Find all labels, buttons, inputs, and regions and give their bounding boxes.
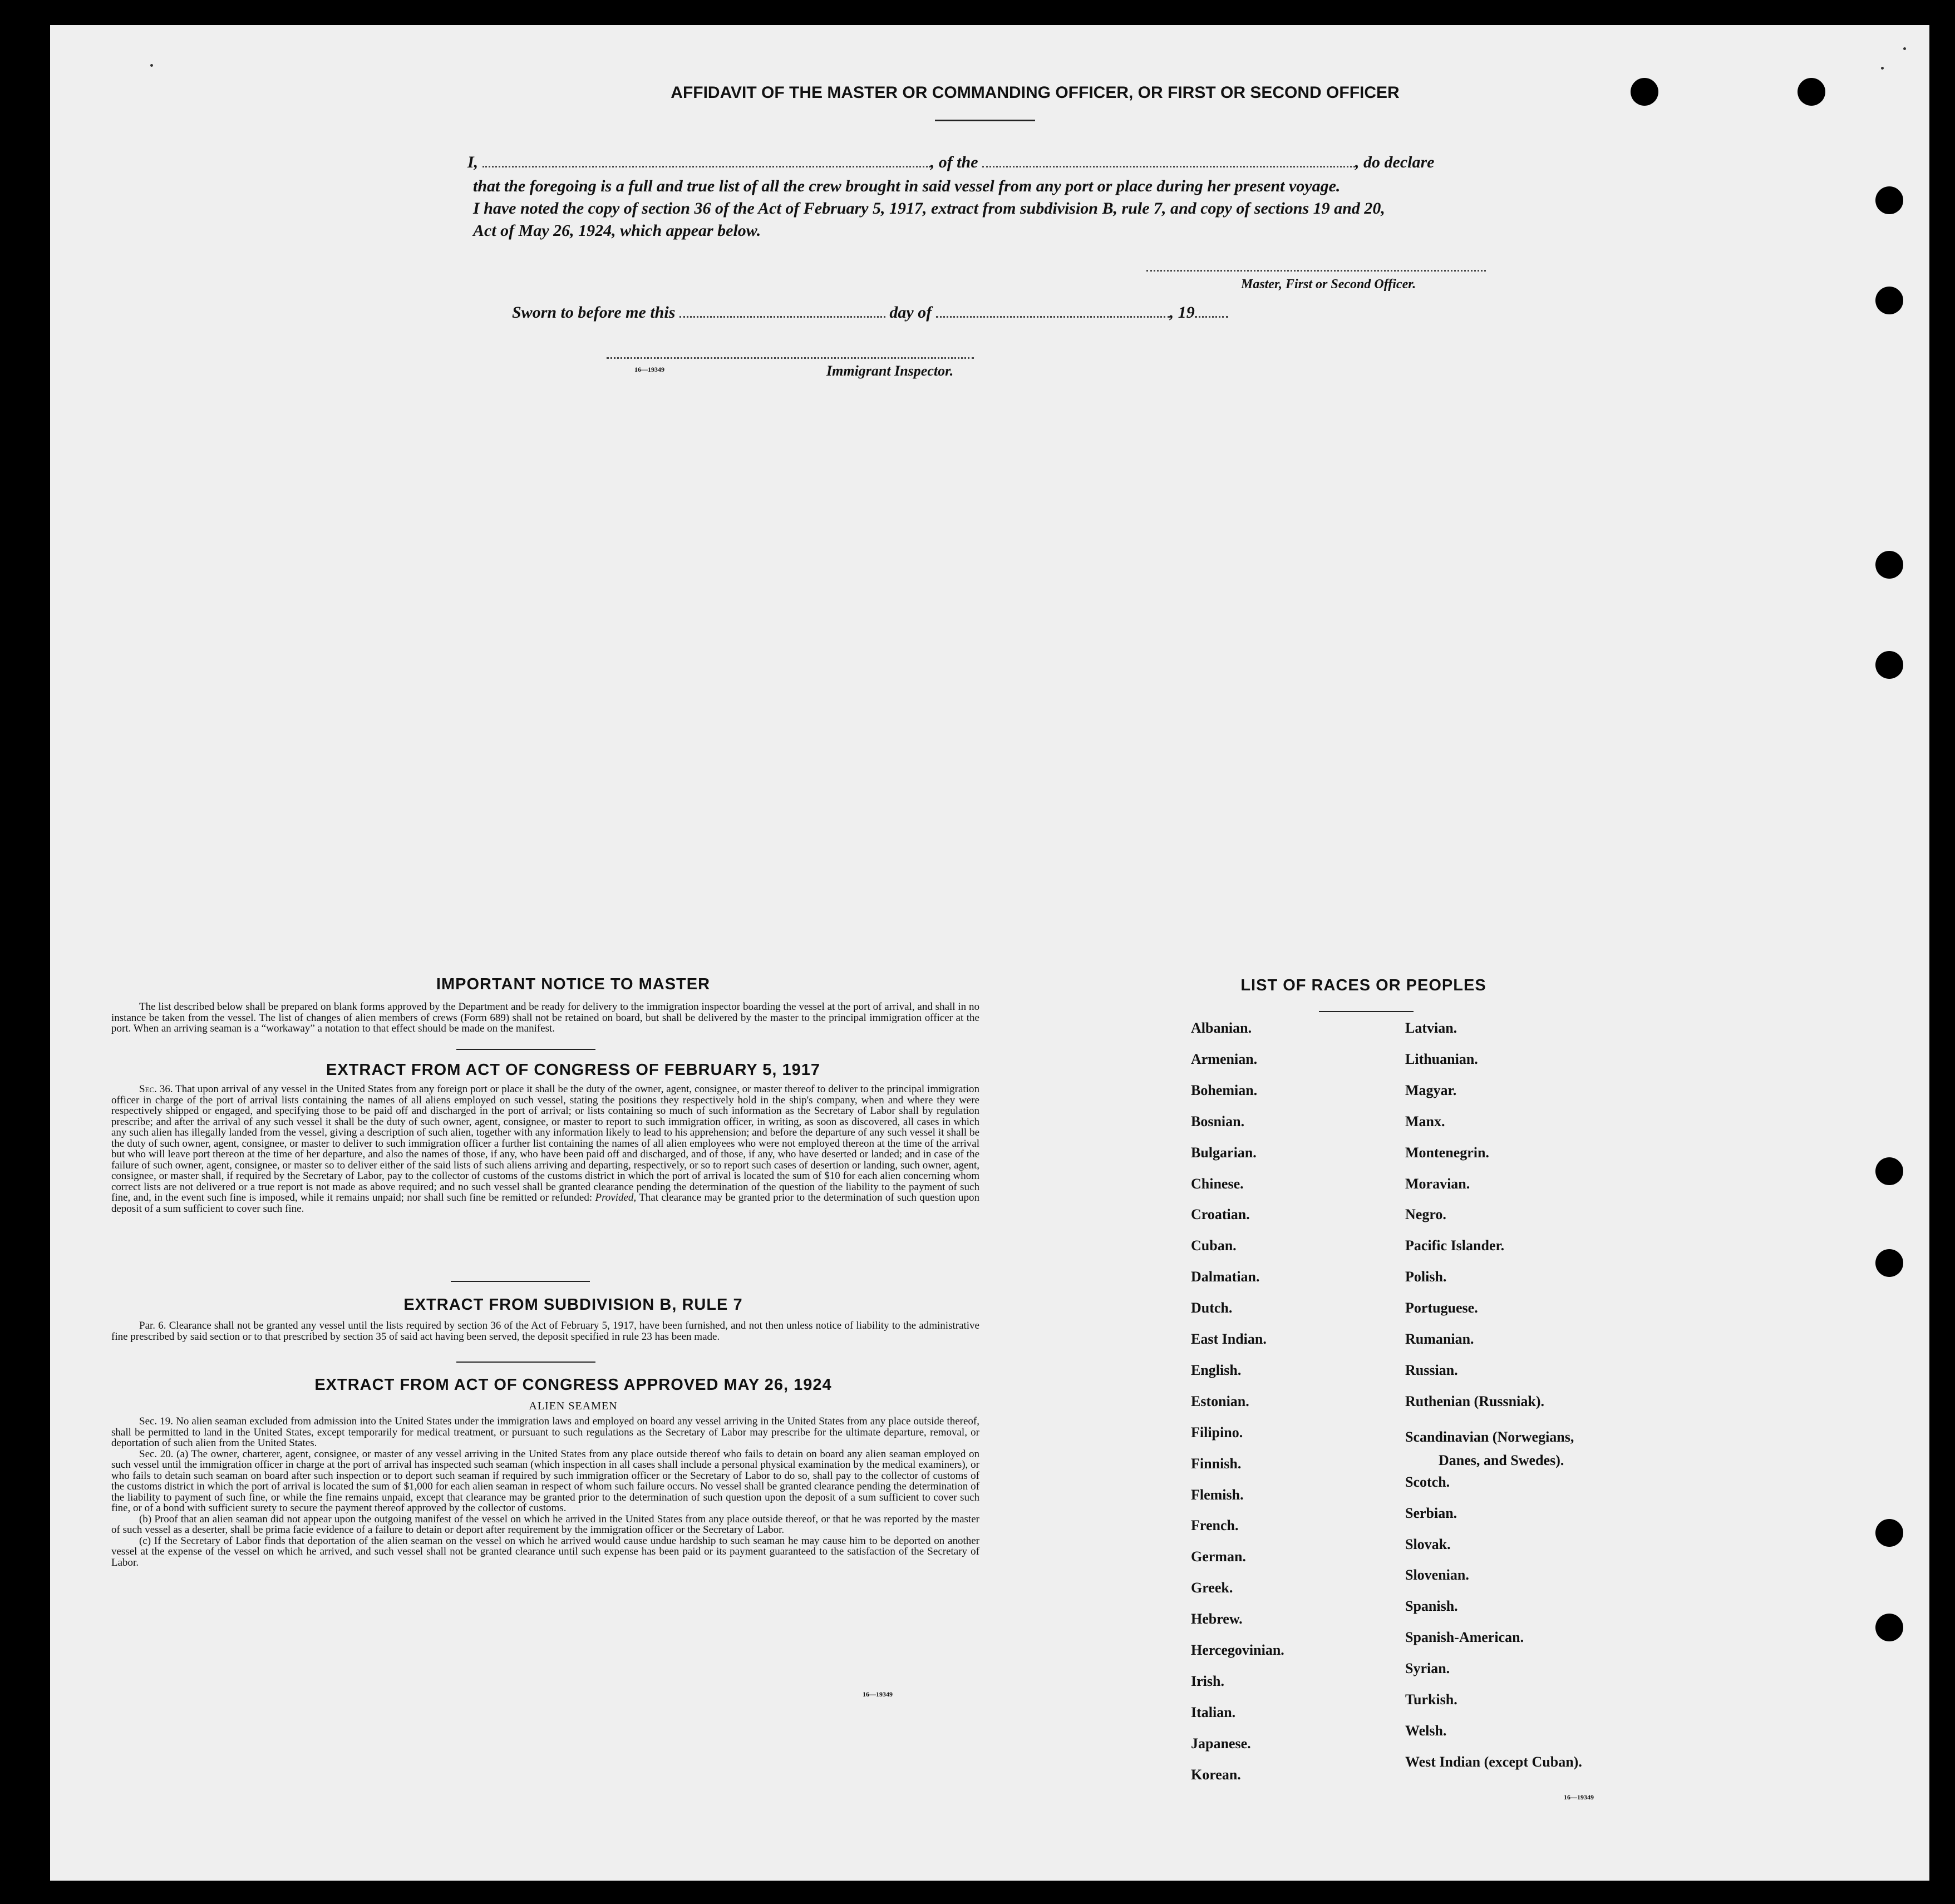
race-item: Lithuanian. bbox=[1405, 1051, 1478, 1067]
sworn-day-field[interactable] bbox=[679, 316, 885, 318]
rule7-body: Par. 6. Clearance shall not be granted any vessel until the lists required by section 36 of the Act of February 5, 1917, have been furnished, and not then unless notice of liability to the administrative fine prescribed by said section or to that prescribed by section 35 of said act having been served, the deposit specified in rule 23 has been made. bbox=[111, 1320, 979, 1343]
form-page bbox=[50, 25, 1929, 1881]
race-item: Bosnian. bbox=[1191, 1113, 1245, 1129]
affidavit-line3: I have noted the copy of section 36 of the Act of February 5, 1917, extract from subdivision B, rule 7, and copy of sections 19 and 20, bbox=[473, 199, 1385, 218]
signature-field[interactable] bbox=[1146, 270, 1486, 272]
year-prefix: , 19 bbox=[1169, 303, 1195, 322]
race-item: Bohemian. bbox=[1191, 1082, 1258, 1098]
race-item: Korean. bbox=[1191, 1767, 1241, 1783]
divider bbox=[935, 120, 1035, 121]
race-item: Armenian. bbox=[1191, 1051, 1258, 1067]
sworn-label: Sworn to before me this bbox=[512, 303, 676, 322]
extract-1917-title: EXTRACT FROM ACT OF CONGRESS OF FEBRUARY 5, 1917 bbox=[326, 1061, 821, 1079]
sworn-year-field[interactable] bbox=[1195, 316, 1228, 318]
race-item: Slovak. bbox=[1405, 1536, 1451, 1552]
race-item: Filipino. bbox=[1191, 1424, 1243, 1441]
race-item: Syrian. bbox=[1405, 1660, 1450, 1676]
races-title: LIST OF RACES OR PEOPLES bbox=[1240, 976, 1486, 994]
race-item: Japanese. bbox=[1191, 1735, 1251, 1752]
race-item: Serbian. bbox=[1405, 1505, 1457, 1521]
race-item: Italian. bbox=[1191, 1704, 1236, 1720]
race-item: Montenegrin. bbox=[1405, 1145, 1489, 1161]
extract-1924-title: EXTRACT FROM ACT OF CONGRESS APPROVED MAY 26, 1924 bbox=[314, 1376, 832, 1394]
divider bbox=[456, 1049, 595, 1050]
race-item: English. bbox=[1191, 1362, 1242, 1378]
punch-hole bbox=[1875, 186, 1903, 214]
race-item: Greek. bbox=[1191, 1580, 1233, 1596]
punch-hole bbox=[1875, 1519, 1903, 1547]
race-item: Rumanian. bbox=[1405, 1331, 1474, 1347]
do-declare-label: , do declare bbox=[1355, 153, 1435, 171]
notice-body: The list described below shall be prepared on blank forms approved by the Department and be ready for delivery to the immigration inspector boarding the vessel at the port of arrival, and shall in no instance be taken from the vessel. The list of changes of alien members of crews (Form 689) shall not be retained on board, but shall be delivered by the master to the principal immigration officer at the port. When an arriving seaman is a “workaway” a notation to that effect should be made on the manifest. bbox=[111, 1001, 979, 1034]
race-item: Chinese. bbox=[1191, 1176, 1244, 1192]
signature-caption: Master, First or Second Officer. bbox=[1241, 277, 1416, 292]
race-item: Spanish. bbox=[1405, 1598, 1458, 1614]
sec-36-text: That upon arrival of any vessel in the United States from any foreign port or place it shall be the duty of the owner, agent, consignee, or master thereof to deliver to the principal immigration officer in charge of the port of arrival lists containing the names of all aliens employed on such vessel, stating the positions they respectively hold in the ship's company, when and where they were respectively shipped or engaged, and specifying those to be paid off and discharged in the port of arrival; or lists containing so much of such information as the Secretary of Labor shall by regulation prescribe; and after the arrival of any such vessel it shall be the duty of such owner, agent, consignee, or master to report to such immigration officer, in writing, as soon as discovered, all cases in which any such alien has illegally landed from the vessel, giving a description of such alien, together with any information likely to lead to his apprehension; and before the departure of any such vessel it shall be the duty of such owner, agent, consignee, or master to deliver to such immigration officer a further list containing the names of all alien employees who were not employed thereon at the time of the arrival but who will leave port thereon at the time of her departure, and also the names of those, if any, who have been paid off and discharged, and of those, if any, who have deserted or landed; and in case of the failure of such owner, agent, consignee, or master so to deliver either of the said lists of such aliens arriving and departing, respectively, or so to report such cases of desertion or landing, such owner, agent, consignee, or master shall, if required by the Secretary of Labor, pay to the collector of customs of the customs district in which the port of arrival is located the sum of $10 for each alien concerning whom correct lists are not delivered or a true report is not made as above required; and no such vessel shall be granted clearance pending the determination of the question of the liability to the payment of such fine, and, in the event such fine is imposed, while it remains unpaid; nor shall such fine be remitted or refunded: bbox=[111, 1083, 979, 1203]
race-item: Flemish. bbox=[1191, 1487, 1244, 1503]
punch-hole bbox=[1875, 1157, 1903, 1185]
race-item: West Indian (except Cuban). bbox=[1405, 1754, 1582, 1770]
rule7-title: EXTRACT FROM SUBDIVISION B, RULE 7 bbox=[403, 1296, 743, 1314]
race-item: Russian. bbox=[1405, 1362, 1458, 1378]
day-of-label: day of bbox=[889, 303, 932, 322]
race-item: French. bbox=[1191, 1517, 1239, 1533]
race-item: Bulgarian. bbox=[1191, 1145, 1257, 1161]
i-label: I, bbox=[467, 153, 479, 171]
race-item: Hercegovinian. bbox=[1191, 1642, 1284, 1658]
sec-36-label: Sec. 36. bbox=[139, 1083, 173, 1095]
of-the-label: , of the bbox=[930, 153, 978, 171]
race-item: Cuban. bbox=[1191, 1237, 1237, 1254]
sec-20a-text: Sec. 20. (a) The owner, charterer, agent, consignee, or master of any vessel arriving in the United States from any place outside thereof who fails to detain on board any alien seaman employed on such vessel until the immigration officer in charge at the port of arrival has inspected such seaman (which inspection in all cases shall include a personal physical examination by the medical examiners), or who fails to detain such seaman on board after such inspection or to deport such seaman if required by such immigration officer or the Secretary of Labor to do so, shall pay to the collector of customs of the customs district in which the port of arrival is located the sum of $1,000 for each alien seaman in respect of whom such failure occurs. No vessel shall be granted clearance pending the determination of the liability to payment of such fine, or while the fine remains unpaid, except that clearance may be granted prior to the determination of such question upon the deposit of a sum sufficient to cover such fine, or of a bond with sufficient surety to secure the payment thereof approved by the collector of customs. bbox=[111, 1448, 979, 1514]
race-item: German. bbox=[1191, 1548, 1246, 1565]
punch-hole bbox=[1875, 1249, 1903, 1277]
affidavit-title: AFFIDAVIT OF THE MASTER OR COMMANDING OFFICER, OR FIRST OR SECOND OFFICER bbox=[671, 83, 1400, 102]
race-item: Spanish-American. bbox=[1405, 1629, 1524, 1645]
race-item: East Indian. bbox=[1191, 1331, 1267, 1347]
punch-hole bbox=[1875, 1614, 1903, 1641]
extract-1917-body bbox=[111, 1084, 979, 1214]
race-item: Magyar. bbox=[1405, 1082, 1457, 1098]
race-item: Moravian. bbox=[1405, 1176, 1470, 1192]
race-item: Scandinavian (Norwegians, bbox=[1405, 1429, 1574, 1445]
inspector-signature-field[interactable] bbox=[607, 357, 974, 359]
race-item: Negro. bbox=[1405, 1206, 1446, 1222]
race-item: Pacific Islander. bbox=[1405, 1237, 1505, 1254]
alien-seamen-subtitle: ALIEN SEAMEN bbox=[529, 1400, 618, 1412]
race-item: Estonian. bbox=[1191, 1393, 1249, 1409]
sec-19-text: Sec. 19. No alien seaman excluded from admission into the United States under the immigration laws and employed on board any vessel arriving in the United States from any place outside thereof, shall be permitted to land in the United States, except temporarily for medical treatment, or pursuant to such regulations as the Secretary of Labor may prescribe for the ultimate departure, removal, or deportation of such alien from the United States. bbox=[111, 1415, 979, 1449]
punch-hole bbox=[1875, 551, 1903, 579]
sworn-line bbox=[512, 303, 1228, 322]
divider bbox=[456, 1362, 595, 1363]
race-item: Polish. bbox=[1405, 1269, 1447, 1285]
extract-1924-body bbox=[111, 1416, 979, 1568]
race-item: Dalmatian. bbox=[1191, 1269, 1260, 1285]
affidavit-line1 bbox=[467, 153, 1558, 172]
sec-36-tail: That clearance may be granted prior to the determination of such question upon deposit of a sum sufficient to cover such fine. bbox=[111, 1192, 979, 1215]
race-item: Danes, and Swedes). bbox=[1439, 1452, 1564, 1468]
vessel-field[interactable] bbox=[982, 166, 1355, 167]
speck bbox=[150, 64, 153, 67]
race-item: Hebrew. bbox=[1191, 1611, 1243, 1627]
race-item: Croatian. bbox=[1191, 1206, 1250, 1222]
form-number: 16—19349 bbox=[863, 1690, 893, 1698]
race-item: Irish. bbox=[1191, 1673, 1224, 1689]
punch-hole bbox=[1631, 78, 1658, 106]
sec-20c-text: (c) If the Secretary of Labor finds that deportation of the alien seaman on the vessel on which he arrived would cause undue hardship to such seaman he may cause him to be deported on another vessel at the expense of the vessel on which he arrived, and such vessel shall not be granted clearance until such expense has been paid or its payment guaranteed to the satisfaction of the Secretary of Labor. bbox=[111, 1535, 979, 1568]
provided-text: Provided, bbox=[595, 1192, 637, 1203]
speck bbox=[1903, 47, 1906, 50]
notice-title: IMPORTANT NOTICE TO MASTER bbox=[436, 975, 711, 993]
divider bbox=[451, 1281, 590, 1282]
speck bbox=[1881, 67, 1884, 70]
race-item: Welsh. bbox=[1405, 1723, 1447, 1739]
race-item: Manx. bbox=[1405, 1113, 1445, 1129]
punch-hole bbox=[1875, 287, 1903, 314]
name-field[interactable] bbox=[482, 166, 930, 167]
race-item: Latvian. bbox=[1405, 1020, 1457, 1036]
race-item: Albanian. bbox=[1191, 1020, 1252, 1036]
punch-hole bbox=[1875, 651, 1903, 679]
affidavit-line2: that the foregoing is a full and true list of all the crew brought in said vessel from any port or place during her present voyage. bbox=[473, 177, 1341, 195]
race-item: Scotch. bbox=[1405, 1474, 1450, 1490]
race-item: Dutch. bbox=[1191, 1300, 1233, 1316]
sworn-month-field[interactable] bbox=[936, 316, 1170, 318]
divider bbox=[1319, 1011, 1414, 1012]
inspector-caption: Immigrant Inspector. bbox=[826, 363, 954, 379]
race-item: Turkish. bbox=[1405, 1691, 1457, 1708]
form-number: 16—19349 bbox=[1564, 1793, 1594, 1801]
punch-hole bbox=[1798, 78, 1825, 106]
sec-20b-text: (b) Proof that an alien seaman did not appear upon the outgoing manifest of the vessel on which he arrived in the United States from any place outside thereof, or that he was reported by the master of such vessel as a deserter, shall be prima facie evidence of a failure to detain or deport after requirement by the immigration officer or the Secretary of Labor. bbox=[111, 1513, 979, 1536]
race-item: Finnish. bbox=[1191, 1456, 1242, 1472]
race-item: Slovenian. bbox=[1405, 1567, 1469, 1583]
race-item: Portuguese. bbox=[1405, 1300, 1478, 1316]
race-item: Ruthenian (Russniak). bbox=[1405, 1393, 1544, 1409]
form-number: 16—19349 bbox=[634, 366, 664, 373]
affidavit-line4: Act of May 26, 1924, which appear below. bbox=[473, 221, 761, 240]
